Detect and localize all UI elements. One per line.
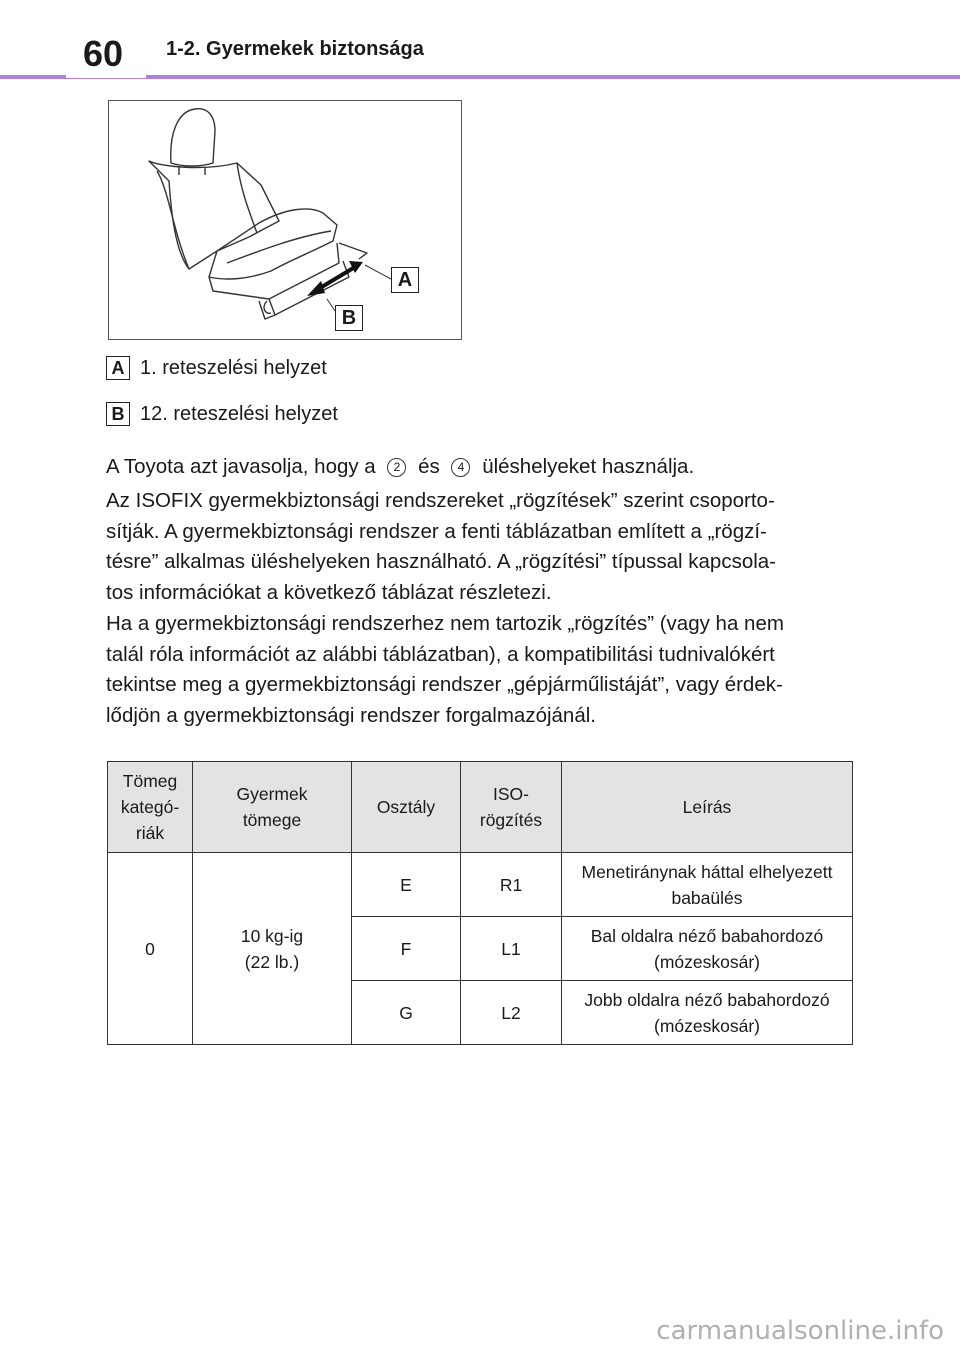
isofix-table: [107, 761, 853, 1045]
paragraph-line: Az ISOFIX gyermekbiztonsági rendszereket „rögzítések” szerint csoporto-: [106, 489, 775, 512]
legend-item-b: [106, 402, 338, 426]
cell-weight: 10 kg-ig (22 lb.): [193, 853, 352, 1045]
header-child-weight: Gyermek tömege: [193, 762, 352, 853]
isofix-paragraph: [106, 486, 846, 732]
paragraph-line: sítják. A gyermekbiztonsági rendszer a fenti táblázatban említett a „rögzí-: [106, 519, 767, 543]
cell-category: 0: [108, 853, 193, 1045]
paragraph-line: tos információkat a következő táblázat részletezi.: [106, 581, 552, 605]
legend-text-b: 12. reteszelési helyzet: [140, 402, 338, 425]
cell-class: E: [352, 853, 461, 917]
header-weight-category: Tömeg kategó- riák: [108, 762, 193, 853]
recommendation-pre: A Toyota azt javasolja, hogy a: [106, 455, 376, 478]
page-number: 60: [70, 30, 136, 78]
section-title: 1-2. Gyermekek biztonsága: [166, 38, 424, 60]
cell-class: G: [352, 981, 461, 1045]
recommendation-mid: és: [418, 455, 440, 478]
table-row: [108, 853, 853, 917]
header-iso-fixture: ISO- rögzítés: [461, 762, 562, 853]
legend-item-a: [106, 356, 327, 380]
paragraph-line: talál róla információt az alábbi táblázatban), a kompatibilitási tudnivalókért: [106, 642, 775, 666]
paragraph-line: Ha a gyermekbiztonsági rendszerhez nem tartozik „rögzítés” (vagy ha nem: [106, 611, 784, 635]
figure-label-b: B: [335, 305, 363, 331]
figure-label-a: A: [391, 267, 419, 293]
watermark: carmanualsonline.info: [656, 1316, 944, 1346]
cell-description: Bal oldalra néző babahordozó (mózeskosár): [562, 917, 853, 981]
legend-key-a: A: [106, 356, 130, 380]
cell-iso: L1: [461, 917, 562, 981]
recommendation-text: [106, 452, 846, 483]
recommendation-post: üléshelyeket használja.: [482, 455, 695, 478]
paragraph-line: lődjön a gyermekbiztonsági rendszer forgalmazójánál.: [106, 703, 596, 727]
legend-key-b: B: [106, 402, 130, 426]
header-class: Osztály: [352, 762, 461, 853]
paragraph-line: tekintse meg a gyermekbiztonsági rendszer „gépjárműlistáját”, vagy érdek-: [106, 673, 783, 697]
cell-class: F: [352, 917, 461, 981]
cell-iso: R1: [461, 853, 562, 917]
table-header-row: [108, 762, 853, 853]
cell-iso: L2: [461, 981, 562, 1045]
seat-number-2-icon: 2: [387, 458, 406, 477]
cell-description: Jobb oldalra néző babahordozó (mózeskosár): [562, 981, 853, 1045]
seat-number-4-icon: 4: [451, 458, 470, 477]
seat-drawing: [109, 101, 461, 339]
cell-description: Menetiránynak háttal elhelyezett babaülés: [562, 853, 853, 917]
page-header: [0, 0, 960, 78]
legend-text-a: 1. reteszelési helyzet: [140, 356, 327, 379]
seat-illustration: [108, 100, 462, 340]
header-description: Leírás: [562, 762, 853, 853]
paragraph-line: tésre” alkalmas üléshelyeken használható. A „rögzítési” típussal kapcsola-: [106, 550, 777, 574]
